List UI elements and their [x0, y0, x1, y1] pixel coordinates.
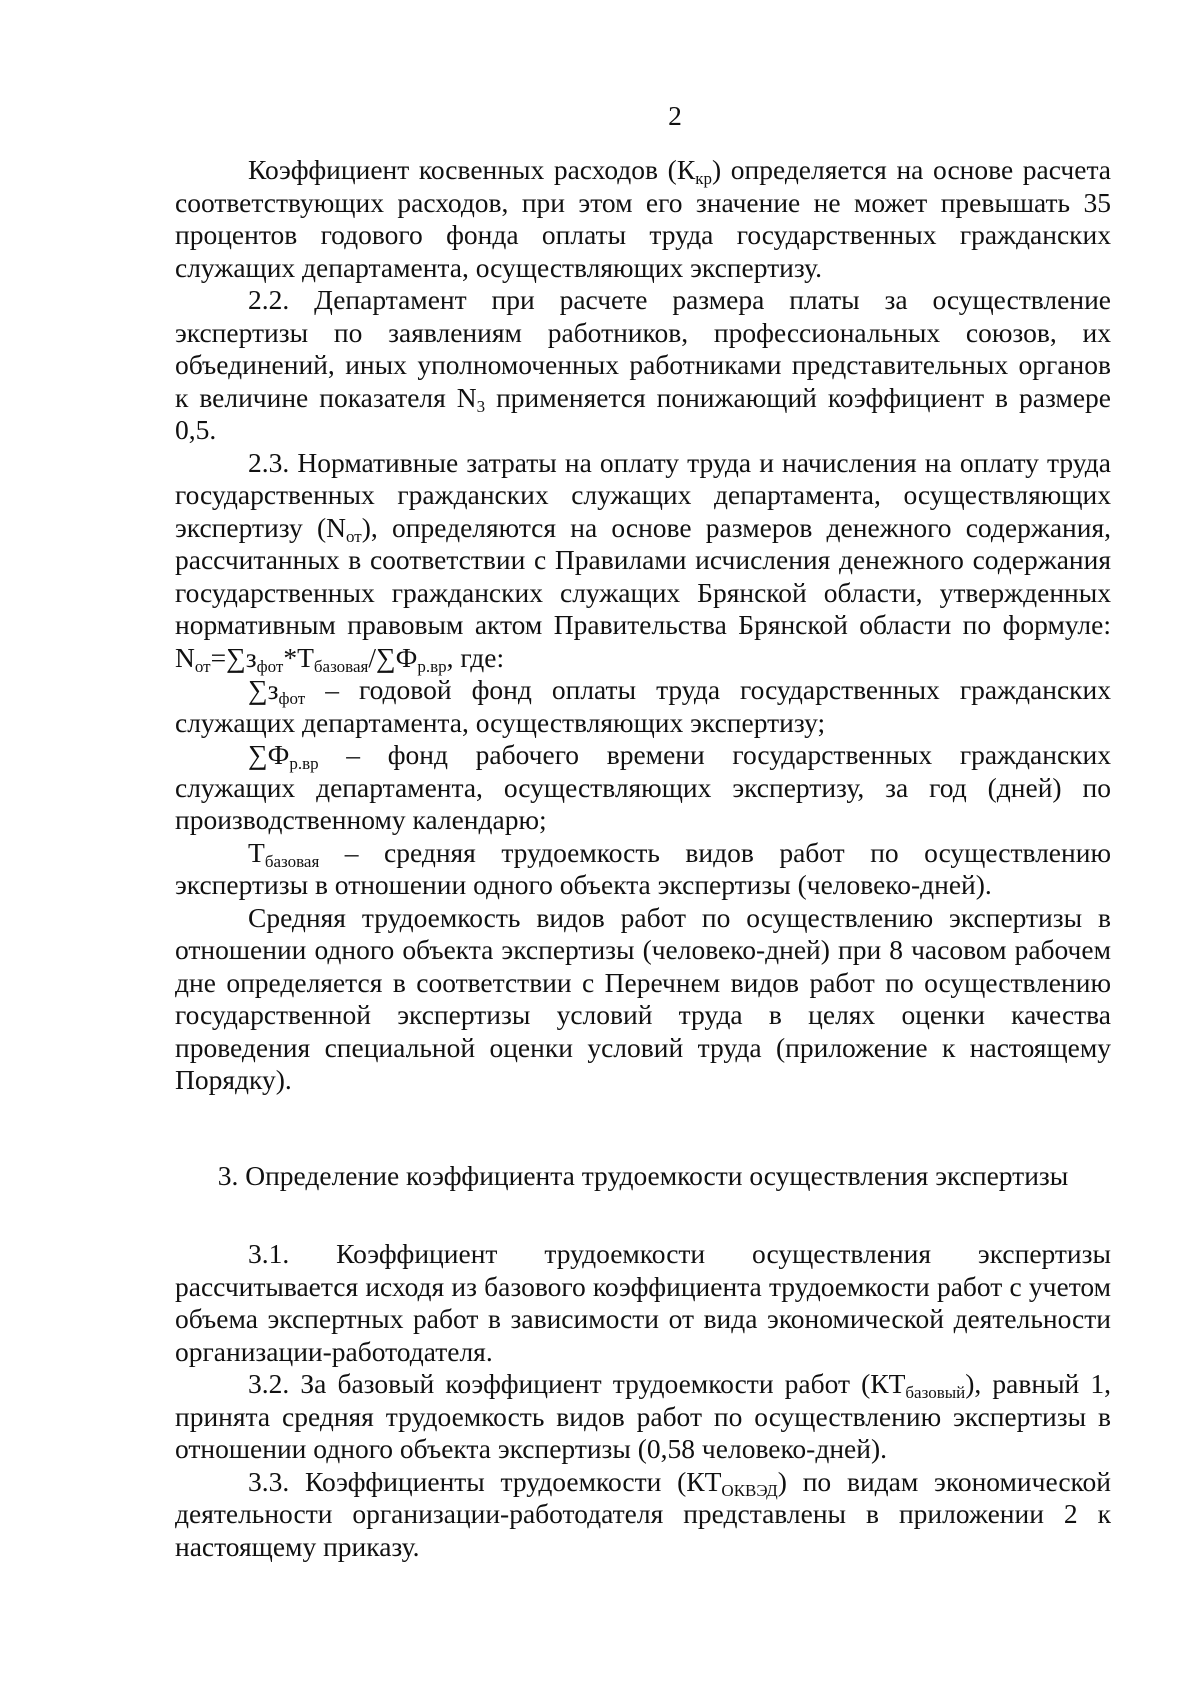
paragraph-3-2: 3.2. За базовый коэффициент трудоемкости работ $(КТ_{базовый})$, равный 1, принята средняя трудоемкость видов работ по осуществлению экспертизы в отношении одного объекта экспертизы (0,58 человеко-дней).	[175, 1368, 1111, 1464]
paragraph-2-3: 2.3. Нормативные затраты на оплату труда и начисления на оплату труда государственных гражданских служащих департамента, осуществляющих экспертизу $(N_{от})$, определяются на основе размеров денежного содержания, рассчитанных в соответствии с Правилами исчисления денежного содержания государственных гражданских служащих Брянской области, утвержденных нормативным правовым актом Правительства Брянской области по формуле: $N_{от}=\sum з_{фот}*Т_{базовая}/\sum Ф_{р.вр}$, где:	[175, 446, 1111, 676]
section-3-heading: 3. Определение коэффициента трудоемкости осуществления экспертизы	[217, 1160, 1069, 1191]
paragraph-average-labor-intensity: Средняя трудоемкость видов работ по осуществлению экспертизы в отношении одного объекта экспертизы (человеко-дней) при 8 часовом рабочем дне определяется в соответствии с Перечнем видов работ по осуществлению государственной экспертизы условий труда в целях оценки качества проведения специальной оценки условий труда (приложение к настоящему Порядку).	[175, 901, 1111, 1095]
text-block-1	[175, 154, 1111, 1097]
paragraph-2-2: 2.2. Департамент при расчете размера платы за осуществление экспертизы по заявлениям работников, профессиональных союзов, их объединений, иных уполномоченных работниками представительных органов к величине показателя $N_3$ применяется понижающий коэффициент в размере 0,5.	[175, 284, 1111, 445]
paragraph-indirect-costs: Коэффициент косвенных расходов $(К_{кр})$ определяется на основе расчета соответствующих расходов, при этом его значение не может превышать 35 процентов годового фонда оплаты труда государственных гражданских служащих департамента, осуществляющих экспертизу.	[175, 154, 1112, 283]
page-number: 2	[668, 100, 682, 131]
text-block-2	[175, 1238, 1111, 1563]
paragraph-3-1: 3.1. Коэффициент трудоемкости осуществления экспертизы рассчитывается исходя из базового коэффициента трудоемкости работ с учетом объема экспертных работ в зависимости от вида экономической деятельности организации-работодателя.	[175, 1238, 1111, 1367]
definition-wage-fund: $\sum з_{фот}$ – годовой фонд оплаты труда государственных гражданских служащих департамента, осуществляющих экспертизу;	[175, 674, 1111, 738]
definition-working-time-fund: $\sum Ф_{р.вр}$ – фонд рабочего времени государственных гражданских служащих департамента, осуществляющих экспертизу, за год (дней) по производственному календарю;	[175, 739, 1111, 835]
definition-base-labor-intensity: $Т_{базовая}$ – средняя трудоемкость видов работ по осуществлению экспертизы в отношении одного объекта экспертизы (человеко-дней).	[175, 836, 1111, 900]
paragraph-3-3: 3.3. Коэффициенты трудоемкости $(КТ_{ОКВЭД})$ по видам экономической деятельности организации-работодателя представлены в приложении 2 к настоящему приказу.	[175, 1465, 1111, 1562]
